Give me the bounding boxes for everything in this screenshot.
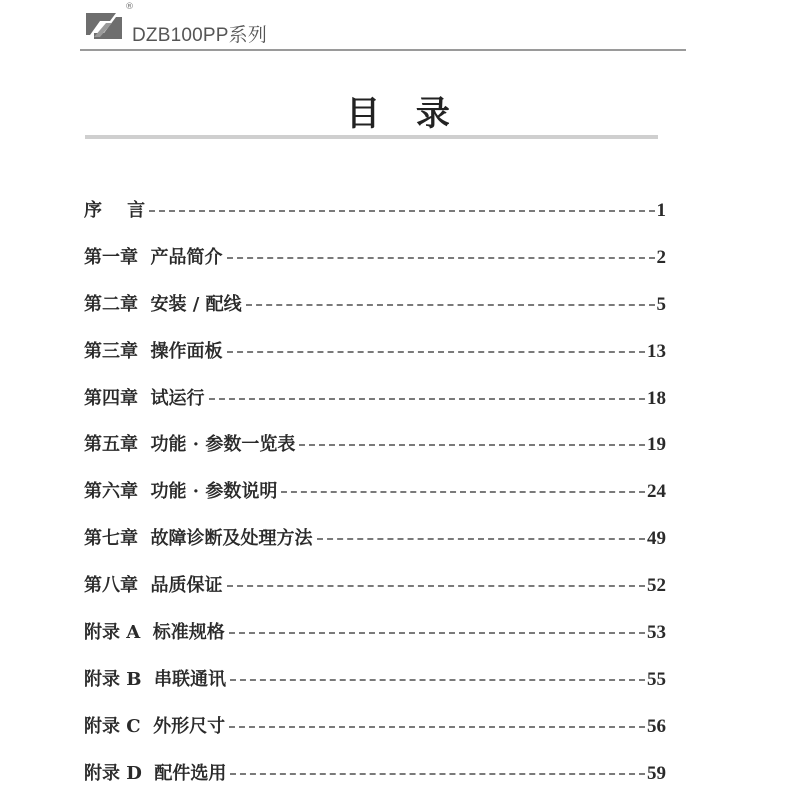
registered-mark: ®	[125, 2, 134, 12]
series-title: DZB100PP系列	[132, 25, 268, 46]
toc-entry-appendix-c[interactable]	[84, 713, 666, 760]
toc-entry-appendix-a[interactable]	[84, 619, 666, 666]
toc-entry-chapter-4[interactable]	[84, 385, 666, 432]
dot-leader	[227, 585, 645, 587]
page-header	[80, 0, 686, 52]
toc-entry-label: 序 言	[84, 200, 146, 221]
dot-leader	[227, 257, 655, 259]
toc-entry-page: 59	[647, 762, 666, 784]
toc-entry-label: 附录 D 配件选用	[84, 762, 227, 784]
toc-entry-page: 52	[647, 575, 666, 597]
dot-leader	[229, 726, 645, 728]
toc-entry-chapter-8[interactable]	[84, 572, 666, 619]
title-divider	[85, 135, 658, 139]
toc-entry-page: 53	[647, 622, 666, 644]
dot-leader	[149, 210, 654, 212]
dot-leader	[209, 398, 645, 400]
toc-entry-page: 24	[647, 481, 666, 503]
toc-entry-label: 第四章 试运行	[84, 387, 205, 409]
dot-leader	[281, 491, 645, 493]
toc-entry-page: 49	[647, 528, 666, 550]
dot-leader	[246, 304, 655, 306]
dot-leader	[227, 351, 645, 353]
dot-leader	[299, 444, 645, 446]
toc-entry-chapter-3[interactable]	[84, 338, 666, 385]
dot-leader	[230, 773, 645, 775]
dot-leader	[230, 679, 645, 681]
toc-entry-label: 附录 A 标准规格	[84, 622, 225, 644]
toc-entry-preface[interactable]	[84, 197, 666, 244]
toc-entry-label: 附录 B 串联通讯	[84, 668, 227, 690]
toc-entry-page: 1	[656, 200, 666, 221]
toc-entry-chapter-2[interactable]	[84, 291, 666, 338]
dot-leader	[229, 632, 645, 634]
toc-entry-label: 第五章 功能 · 参数一览表	[84, 434, 296, 456]
toc-entry-page: 5	[656, 293, 666, 315]
toc-entry-appendix-b[interactable]	[84, 666, 666, 713]
toc-entry-page: 55	[647, 668, 666, 690]
dot-leader	[317, 538, 645, 540]
toc-entry-chapter-7[interactable]	[84, 525, 666, 572]
header-divider	[80, 49, 686, 51]
toc-entry-label: 第三章 操作面板	[84, 340, 223, 362]
toc-entry-chapter-6[interactable]	[84, 478, 666, 525]
toc-entry-label: 第七章 故障诊断及处理方法	[84, 528, 313, 550]
toc-entry-label: 第八章 品质保证	[84, 575, 223, 597]
toc-entry-label: 第二章 安装 / 配线	[84, 293, 242, 315]
toc-entry-page: 13	[647, 340, 666, 362]
toc-entry-chapter-5[interactable]	[84, 431, 666, 478]
zd-logo-icon	[86, 13, 122, 39]
table-of-contents	[84, 197, 666, 807]
page-title: 目 录	[346, 94, 454, 134]
toc-entry-label: 附录 C 外形尺寸	[84, 715, 226, 737]
toc-entry-page: 56	[647, 715, 666, 737]
toc-entry-page: 18	[647, 387, 666, 409]
toc-entry-label: 第一章 产品简介	[84, 246, 223, 268]
toc-entry-page: 19	[647, 434, 666, 456]
toc-entry-chapter-1[interactable]	[84, 244, 666, 291]
toc-entry-label: 第六章 功能 · 参数说明	[84, 481, 278, 503]
toc-entry-page: 2	[656, 246, 666, 268]
